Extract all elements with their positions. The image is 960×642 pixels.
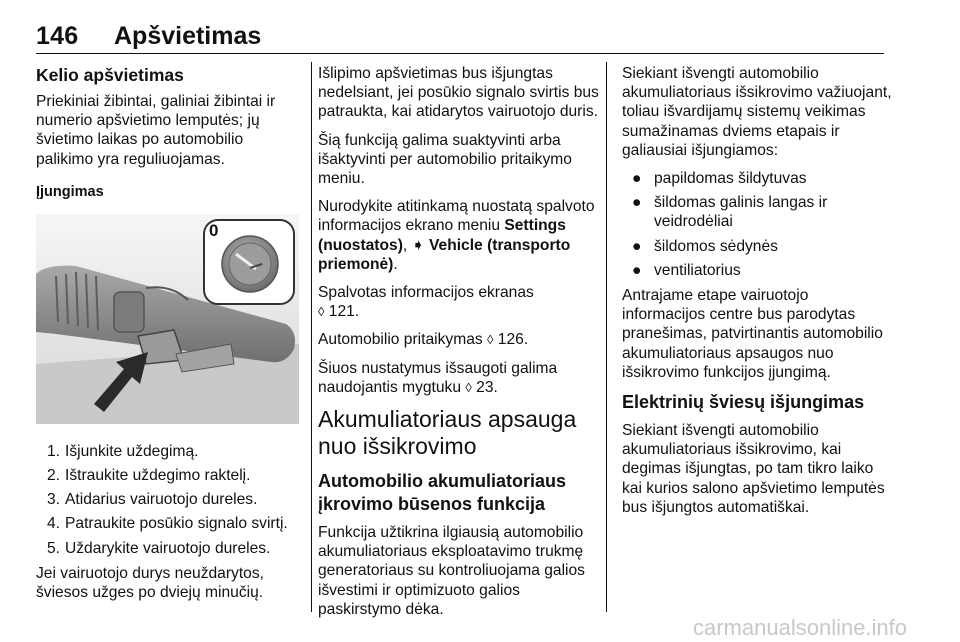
list-item (36, 442, 302, 461)
page-number: 146 (36, 22, 79, 50)
list-item (622, 261, 892, 280)
column-3 (622, 64, 892, 526)
menu-settings-label: Settings (nuostatos) (318, 217, 566, 254)
list-item (36, 539, 302, 558)
page-ref-icon: ◊ (487, 332, 494, 348)
step-text: Atidarius vairuotojo dureles. (65, 491, 258, 509)
paragraph-save-settings (318, 359, 600, 397)
bullet-icon: ● (632, 237, 642, 255)
bullet-text: ventiliatorius (654, 261, 741, 279)
section-heading-battery-protection: Akumuliatoriaus apsauga nuo išsikrovimo (318, 406, 577, 460)
list-item (36, 514, 302, 533)
paragraph-color-display-ref (318, 283, 600, 321)
section-heading-road-lighting: Kelio apšvietimas (36, 65, 184, 85)
menu-path-end: . (393, 255, 398, 273)
page-ref-number: 126. (497, 331, 529, 349)
chapter-title: Apšvietimas (114, 22, 262, 50)
consumer-list (622, 169, 892, 280)
menu-vehicle-label: Vehicle (transporto priemonė) (318, 236, 571, 273)
paragraph-function-description: Funkcija užtikrina ilgiausią automobilio akumuliatoriaus eksploatavimo trukmę generatoriaus su kontroliuojama galios išvestimi ir optimizuoto galios paskirstymo dėka. (318, 524, 585, 618)
ref-text: Automobilio pritaikymas (318, 331, 483, 349)
paragraph-load-reduction: Siekiant išvengti automobilio akumuliatoriaus išsikrovimo važiuojant, toliau išvardijamų sistemų veikimas sumažinamas dviems etapais ir galiausiai išjungiamos: (622, 65, 892, 159)
menu-arrow-icon: ➧ (411, 236, 425, 254)
ignition-position-label: 0 (209, 220, 219, 240)
ref-text: Spalvotas informacijos ekranas (318, 284, 534, 302)
page-ref-number: 23. (476, 378, 498, 396)
step-text: Patraukite posūkio signalo svirtį. (65, 515, 288, 533)
step-number: 2. (46, 467, 60, 485)
list-item (36, 466, 302, 485)
watermark: carmanualsonline.info (693, 615, 908, 640)
bullet-text: papildomas šildytuvas (654, 170, 807, 188)
menu-path-text: Nurodykite atitinkamą nuostatą spalvoto informacijos ekrano meniu (318, 198, 595, 235)
column-divider-1 (311, 62, 312, 612)
step-number: 4. (46, 515, 60, 533)
bullet-icon: ● (632, 194, 642, 212)
paragraph-lights-off: Siekiant išvengti automobilio akumuliatoriaus išsikrovimo, kai degimas išjungtas, po tam tikro laiko kai kurios salono apšvietimo lemputės bus išjungtos automatiškai. (622, 422, 885, 516)
bullet-icon: ● (632, 261, 642, 279)
list-item (622, 169, 892, 188)
menu-separator: , (402, 236, 412, 254)
lever-illustration (36, 214, 299, 424)
bullet-icon: ● (632, 170, 642, 188)
step-number: 5. (46, 539, 60, 557)
intro-paragraph: Priekiniai žibintai, galiniai žibintai ir numerio apšvietimo lemputės; jų švietimo laikas po automobilio palikimo yra reguliuojamas. (36, 93, 276, 168)
paragraph-exit-lighting: Išlipimo apšvietimas bus išjungtas nedelsiant, jei posūkio signalo svirtis bus patraukta, kai atidarytos vairuotojo duris. (318, 65, 599, 121)
paragraph-second-stage: Antrajame etape vairuotojo informacijos centre bus parodytas pranešimas, patvirtinantis automobilio akumuliatoriaus apsaugos nuo išsikrovimo funkcijos įjungimą. (622, 287, 883, 381)
bullet-text: šildomas galinis langas ir veidrodėliai (654, 194, 828, 231)
step-text: Išjunkite uždegimą. (65, 442, 199, 460)
page-ref-icon: ◊ (318, 304, 325, 320)
paragraph-menu-path (318, 197, 600, 274)
header-rule (36, 53, 884, 54)
list-item (622, 193, 892, 231)
column-1 (36, 64, 302, 611)
paragraph-customization-ref (318, 330, 600, 349)
bullet-text: šildomos sėdynės (654, 237, 778, 255)
section-heading-lights-off: Elektrinių šviesų išjungimas (622, 392, 865, 413)
step-number: 3. (46, 491, 60, 509)
column-2 (318, 64, 600, 628)
page-ref-number: 121. (328, 303, 360, 321)
list-item (622, 237, 892, 256)
page-ref-icon: ◊ (465, 379, 472, 395)
steps-list (36, 442, 302, 558)
ref-text: Šiuos nustatymus išsaugoti galima naudojantis mygtuku (318, 359, 558, 396)
list-item (36, 490, 302, 509)
turn-signal-lever-figure (36, 214, 299, 424)
paragraph-customization: Šią funkciją galima suaktyvinti arba išaktyvinti per automobilio pritaikymo meniu. (318, 131, 572, 188)
step-text: Ištraukite uždegimo raktelį. (65, 467, 251, 485)
step-text: Uždarykite vairuotojo dureles. (65, 539, 271, 557)
step-number: 1. (46, 442, 60, 460)
outro-paragraph: Jei vairuotojo durys neuždarytos, šviesos užges po dviejų minučių. (36, 564, 264, 602)
activation-subheading: Įjungimas (36, 183, 104, 200)
column-divider-2 (606, 62, 607, 612)
subheading-charge-state: Automobilio akumuliatoriaus įkrovimo būsenos funkcija (318, 471, 567, 515)
